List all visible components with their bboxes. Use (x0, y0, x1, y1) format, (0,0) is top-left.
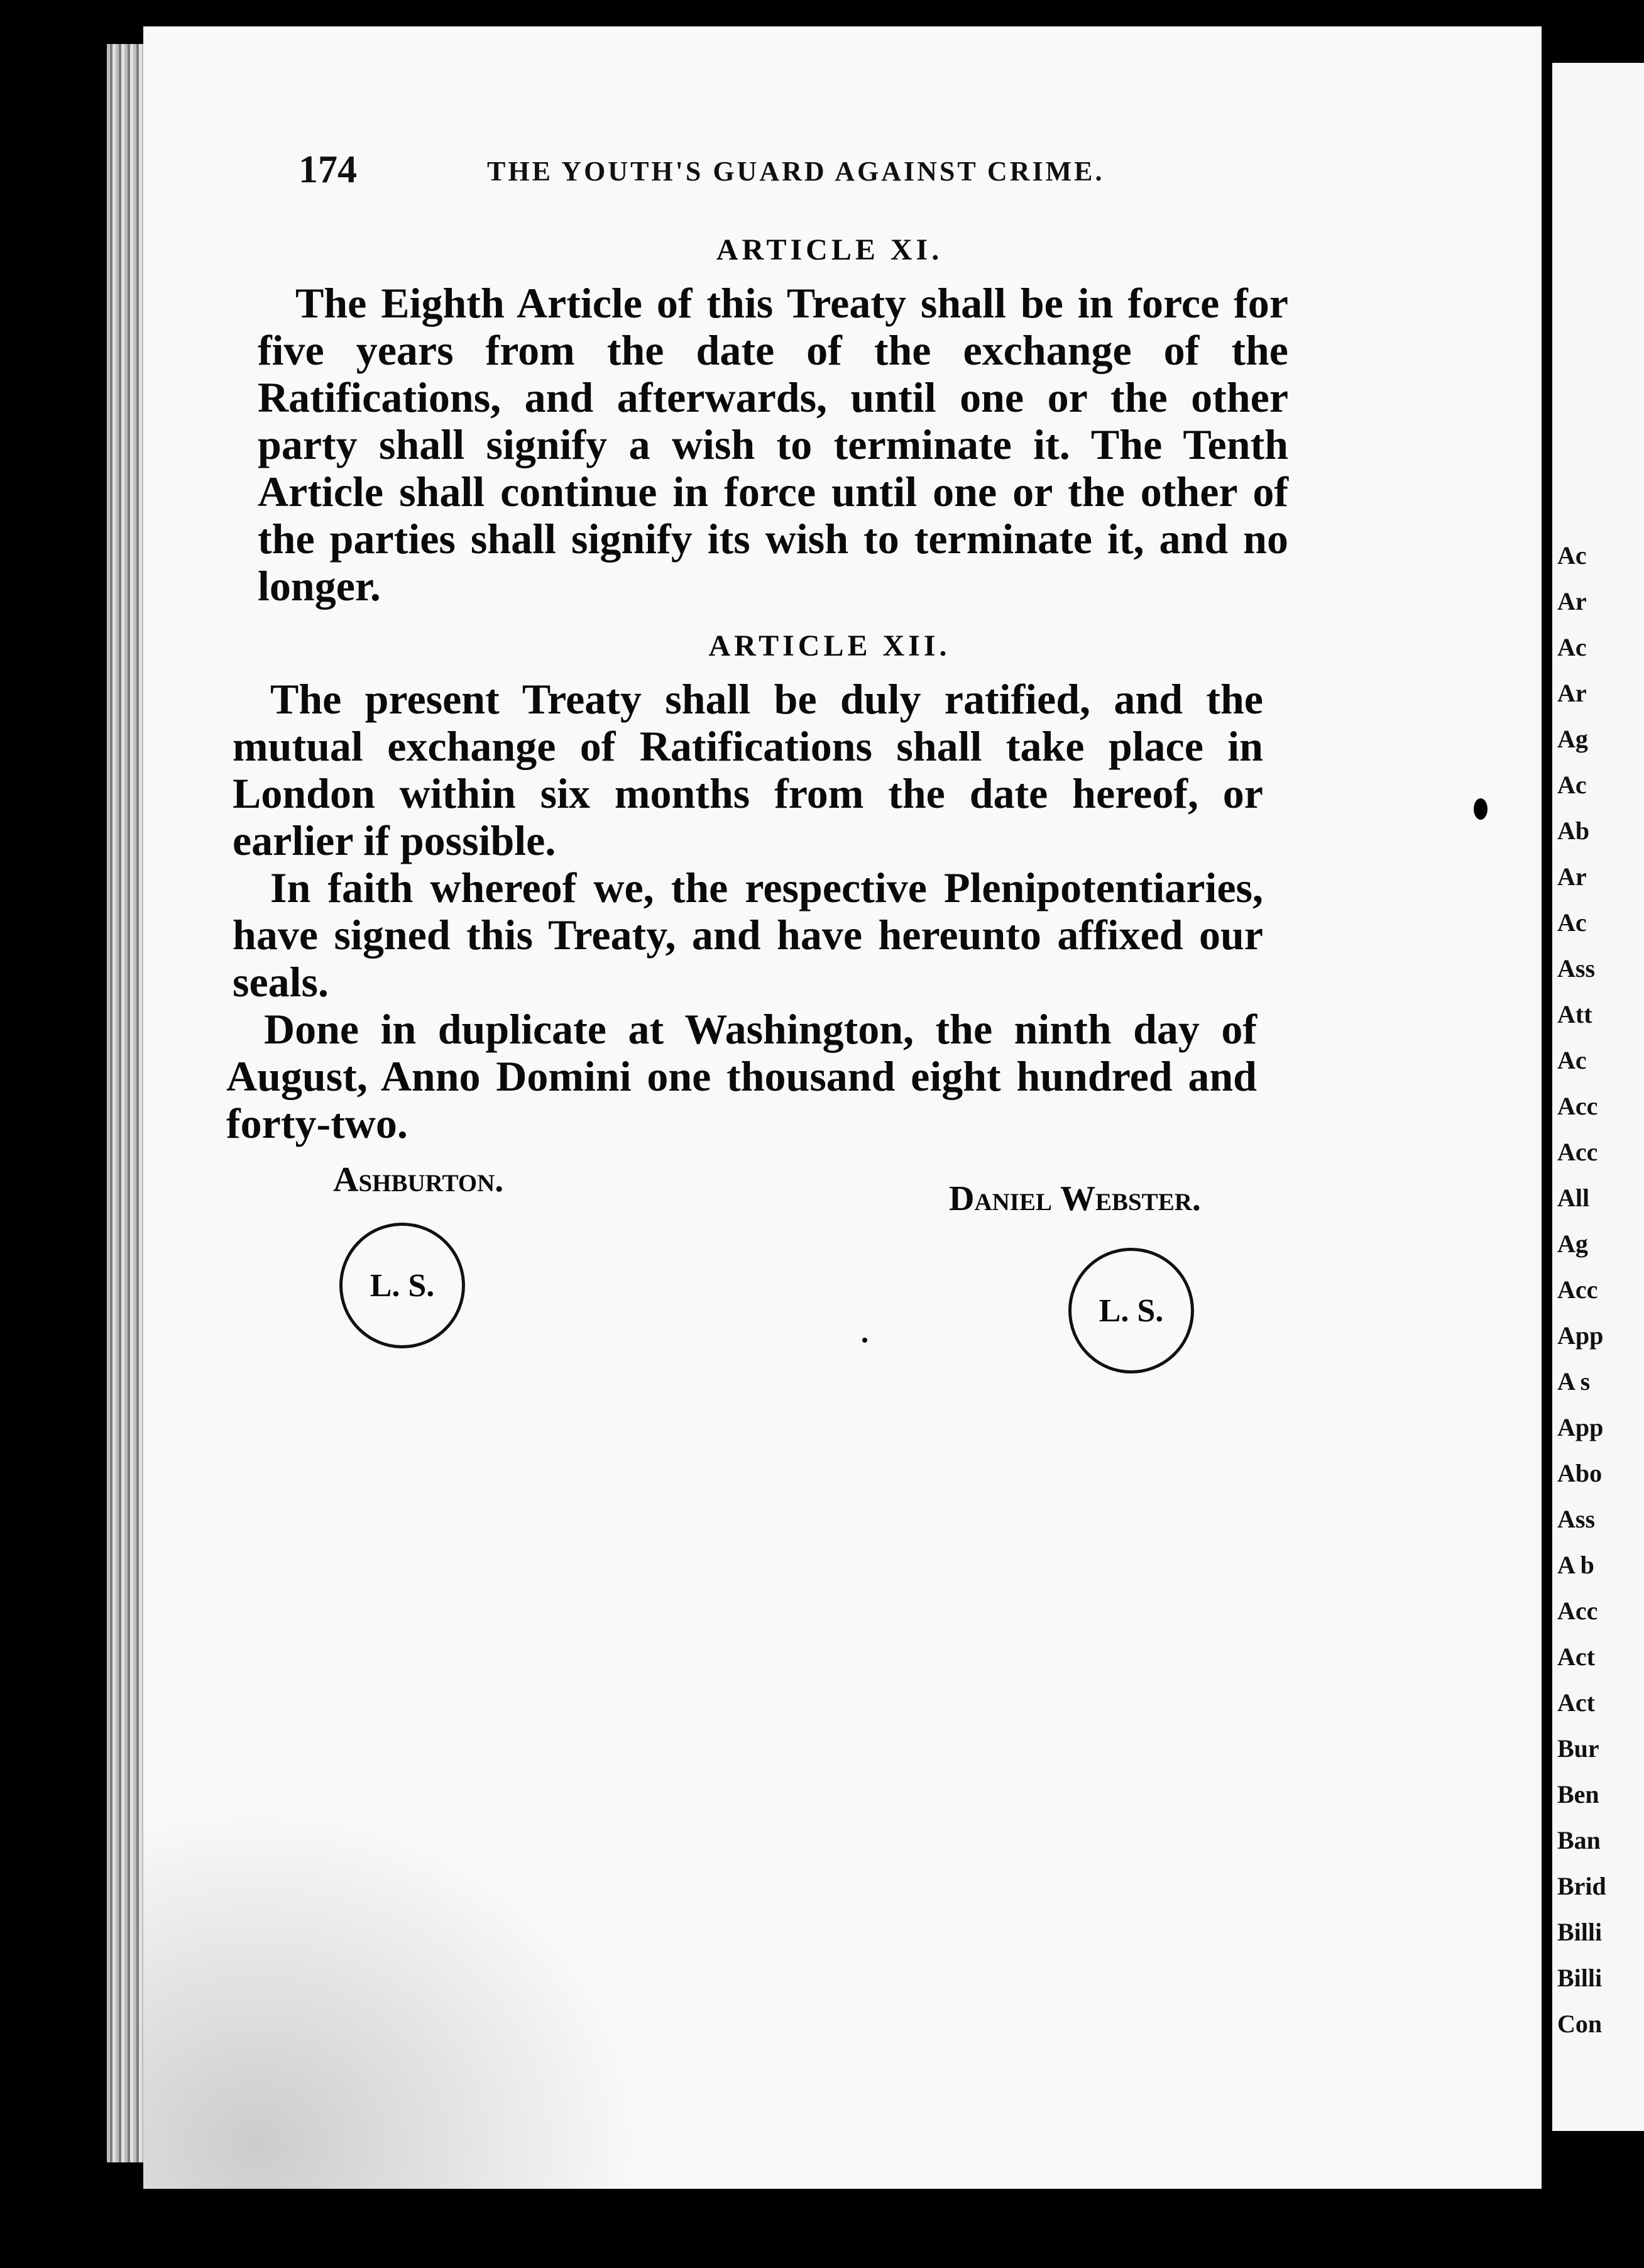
index-entry: Ar (1557, 862, 1587, 891)
index-entry: Brid (1557, 1872, 1606, 1900)
index-entry: A b (1557, 1551, 1594, 1579)
seal-right-label: L. S. (1099, 1292, 1164, 1329)
index-entry: Billi (1557, 1918, 1603, 1946)
index-entry: App (1557, 1413, 1604, 1441)
signatory-ashburton: Ashburton. (333, 1160, 504, 1199)
article-11-heading: ARTICLE XI. (716, 233, 943, 267)
index-entry: Acc (1557, 1597, 1598, 1625)
treaty-text (226, 233, 1458, 1329)
index-entry: Ac (1557, 633, 1587, 661)
signature-block (283, 1160, 1458, 1329)
index-entry: Acc (1557, 1138, 1598, 1166)
page-stack-edge (107, 44, 145, 2162)
index-entry: Bur (1557, 1734, 1599, 1763)
seal-left (339, 1223, 465, 1348)
index-entry: Abo (1557, 1459, 1603, 1487)
index-entry: Ac (1557, 541, 1587, 570)
index-entry: Acc (1557, 1092, 1598, 1120)
page-number: 174 (299, 148, 357, 191)
index-entry: Ab (1557, 817, 1590, 845)
index-entry: Ass (1557, 1505, 1596, 1533)
index-entry: Acc (1557, 1275, 1598, 1304)
index-entry: Ag (1557, 1230, 1588, 1258)
ink-speck (862, 1338, 867, 1343)
index-entry: Ac (1557, 771, 1587, 799)
article-12-paragraph-1: The present Treaty shall be duly ratified, and the mutual exchange of Ratifications shall take place in London within six months from the date hereof, or earlier if possible. (233, 675, 1263, 864)
index-entry: Ac (1557, 1046, 1587, 1074)
ink-speck (1474, 798, 1488, 820)
index-entry: Ag (1557, 725, 1588, 753)
index-entry: Ac (1557, 908, 1587, 937)
index-entry: A s (1557, 1367, 1591, 1395)
article-12-heading: ARTICLE XII. (708, 629, 951, 663)
index-entry: Ben (1557, 1780, 1599, 1808)
facing-page-edge (1552, 63, 1644, 2131)
index-entry: Ar (1557, 587, 1587, 615)
index-entry: Ass (1557, 954, 1596, 983)
index-entry: Act (1557, 1643, 1595, 1671)
index-entry: Billi (1557, 1964, 1603, 1992)
article-12-paragraph-2: In faith whereof we, the respective Plenipotentiaries, have signed this Treaty, and have hereunto affixed our seals. (233, 864, 1263, 1006)
index-entry: All (1557, 1184, 1590, 1212)
article-12-paragraph-3: Done in duplicate at Washington, the ninth day of August, Anno Domini one thousand eight hundred and forty-two. (226, 1005, 1257, 1147)
index-entry: Ban (1557, 1826, 1601, 1854)
article-11-text: The Eighth Article of this Treaty shall be in force for five years from the date of the exchange of the Ratifications, and afterwards, until one or the other party shall signify a wish to terminate it. The Tenth Article shall continue in force until one or the other of the parties shall signify its wish to terminate it, and no longer. (258, 279, 1288, 610)
index-entry: Act (1557, 1688, 1595, 1717)
signatory-webster: Daniel Webster. (949, 1179, 1201, 1218)
index-entry: Ar (1557, 679, 1587, 707)
index-entry: Att (1557, 1000, 1592, 1028)
index-entry: App (1557, 1321, 1604, 1350)
seal-left-label: L. S. (370, 1267, 435, 1304)
seal-right (1068, 1248, 1194, 1373)
page-header (299, 148, 1304, 204)
running-title: THE YOUTH'S GUARD AGAINST CRIME. (487, 156, 1105, 187)
index-entry: Con (1557, 2010, 1603, 2038)
